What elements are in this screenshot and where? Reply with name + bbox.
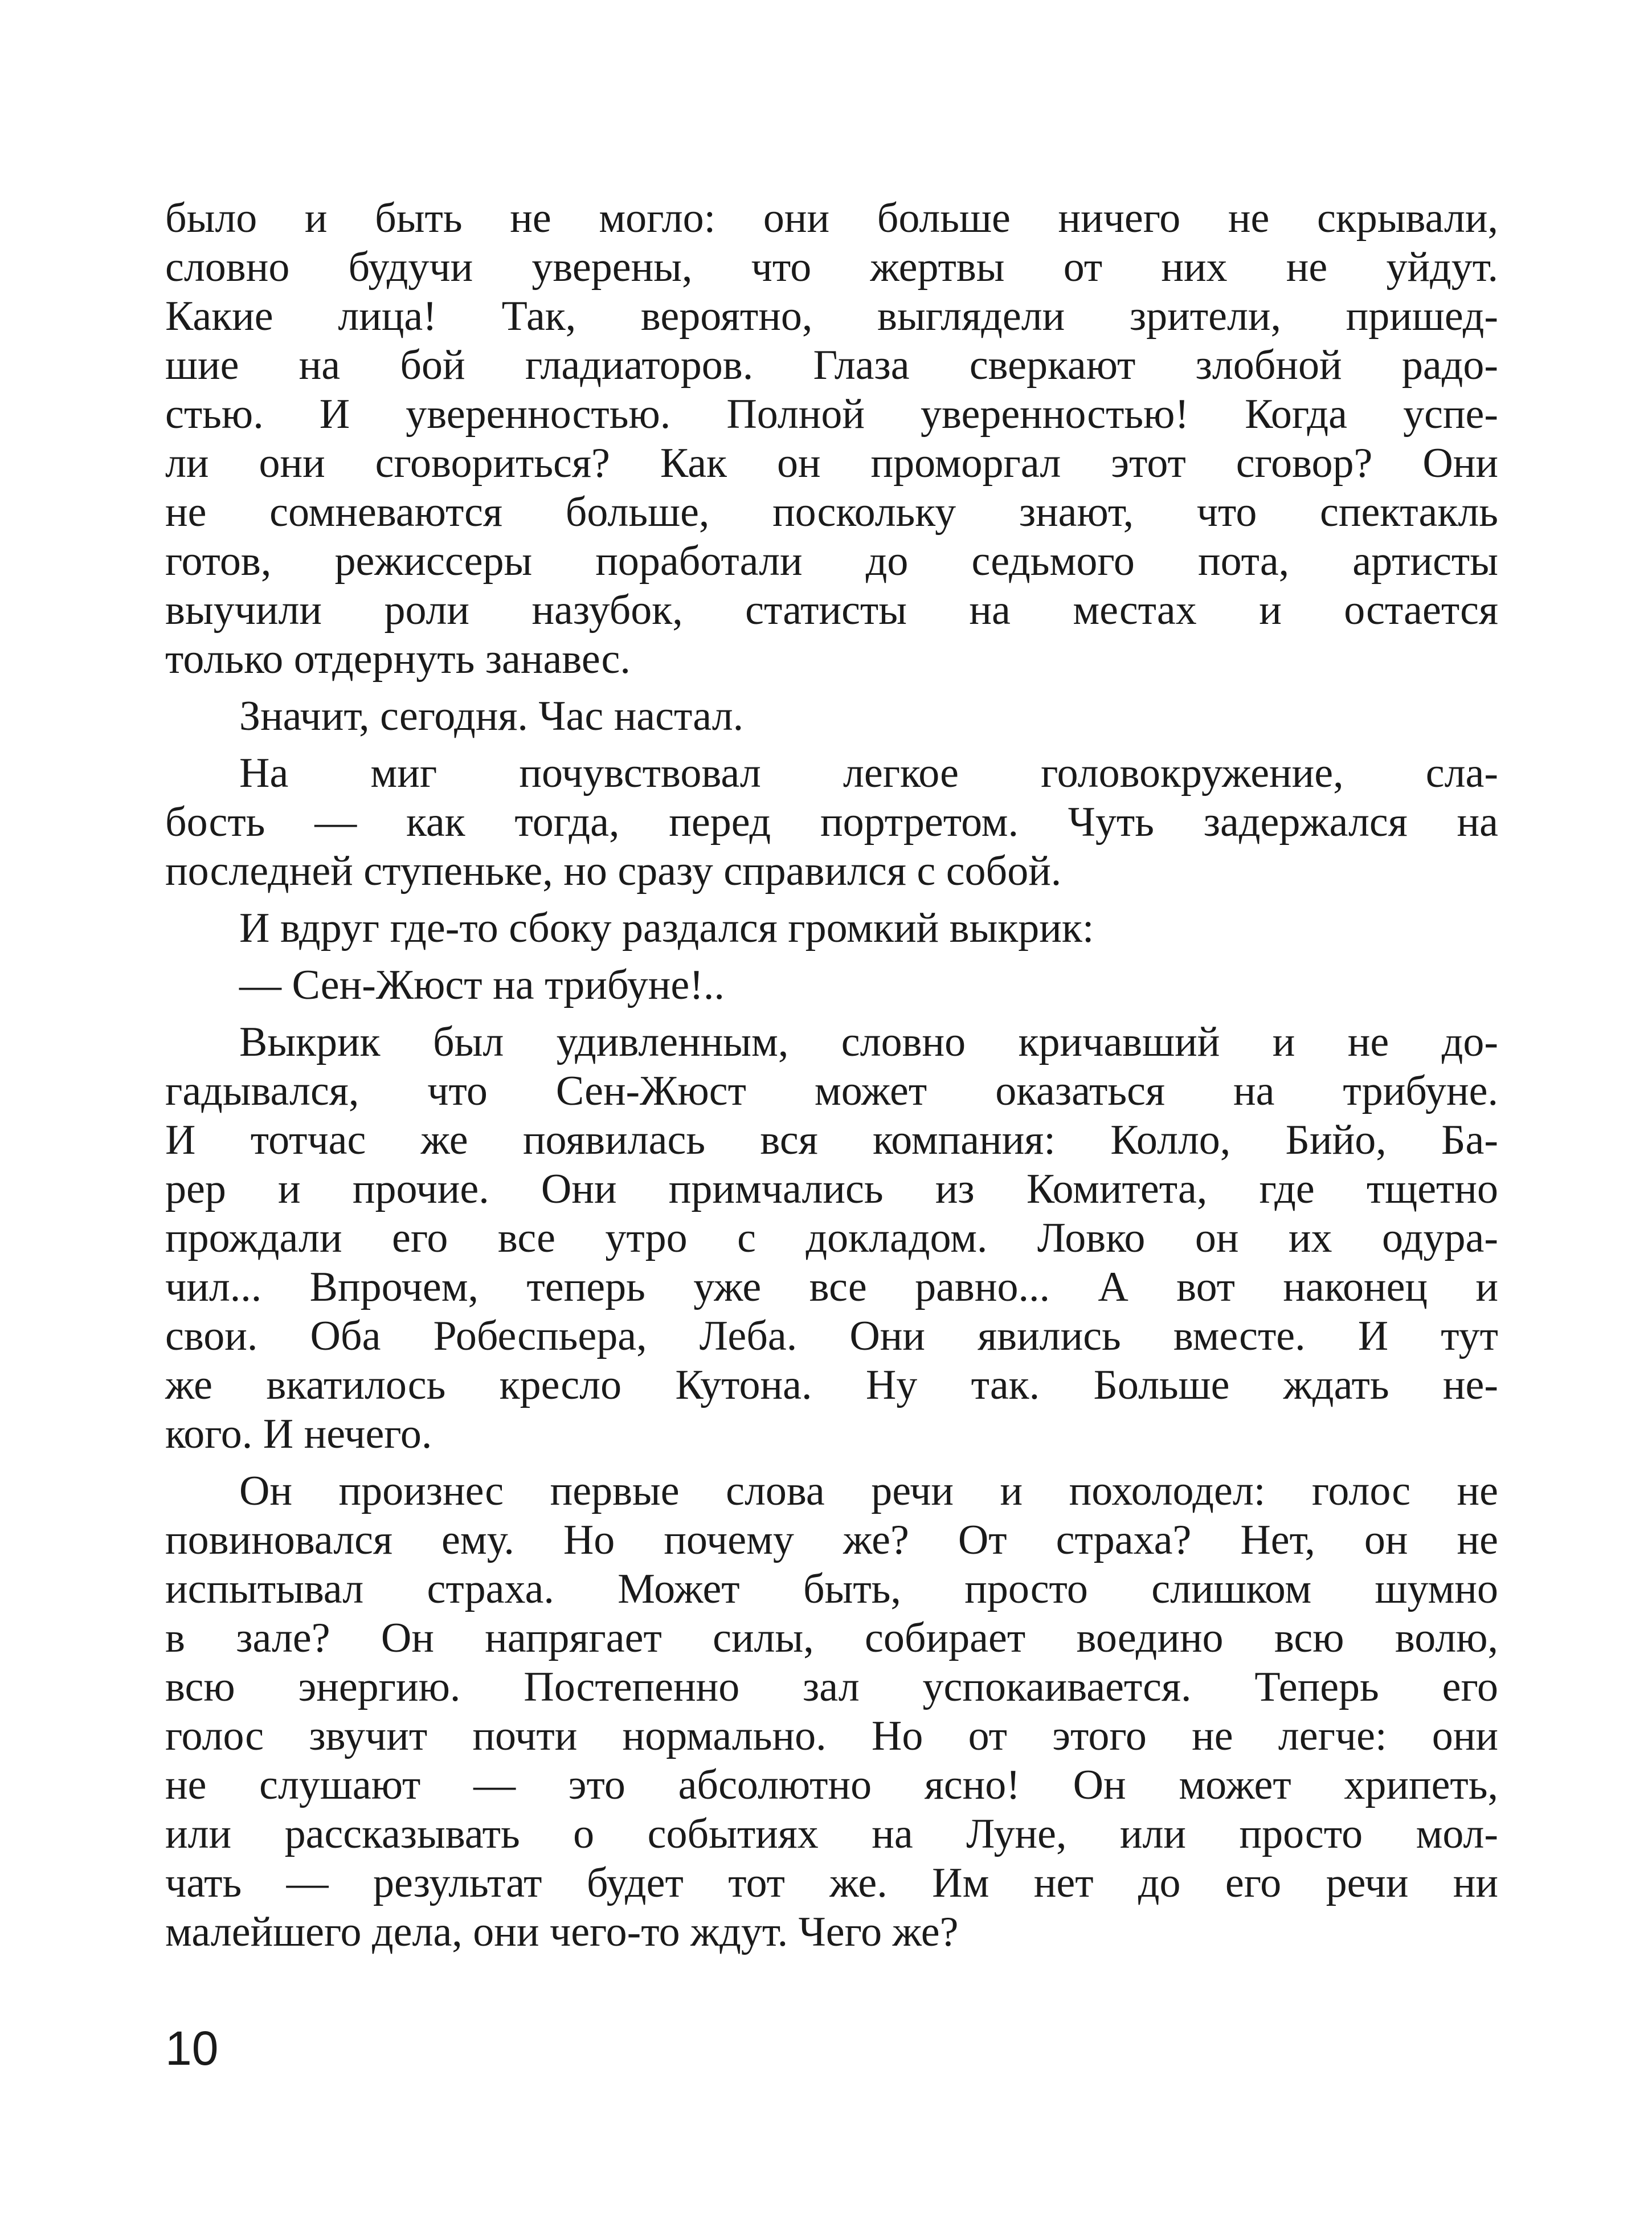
text-line: готов, режиссеры поработали до седьмого пота, артисты <box>165 538 1498 585</box>
paragraph <box>165 749 1498 896</box>
text-line: чил... Впрочем, теперь уже все равно... А вот наконец и <box>165 1264 1498 1310</box>
text-line: стью. И уверенностью. Полной уверенностью! Когда успе- <box>165 391 1498 438</box>
text-line: На миг почувствовал легкое головокружение, сла- <box>239 750 1498 797</box>
text-line: И тотчас же появилась вся компания: Колло, Бийо, Ба- <box>165 1117 1498 1163</box>
text-line: Какие лица! Так, вероятно, выглядели зрители, пришед- <box>165 293 1498 340</box>
text-line: бость — как тогда, перед портретом. Чуть задержался на <box>165 799 1498 845</box>
page-number: 10 <box>165 2021 219 2075</box>
text-line: Выкрик был удивленным, словно кричавший и не до- <box>239 1019 1498 1065</box>
text-line: гадывался, что Сен-Жюст может оказаться на трибуне. <box>165 1068 1498 1114</box>
text-line: только отдернуть занавес. <box>165 636 631 683</box>
text-line: же вкатилось кресло Кутона. Ну так. Больше ждать не- <box>165 1362 1498 1408</box>
paragraph <box>165 692 1498 741</box>
paragraph <box>165 904 1498 953</box>
text-line: всю энергию. Постепенно зал успокаивается. Теперь его <box>165 1664 1498 1710</box>
text-line: испытывал страха. Может быть, просто слишком шумно <box>165 1566 1498 1612</box>
text-line: чать — результат будет тот же. Им нет до его речи ни <box>165 1860 1498 1906</box>
text-line: кого. И нечего. <box>165 1411 432 1457</box>
text-line: не сомневаются больше, поскольку знают, что спектакль <box>165 489 1498 536</box>
paragraph <box>165 194 1498 684</box>
book-page-body <box>165 194 1498 2131</box>
text-line: ли они сговориться? Как он проморгал этот сговор? Они <box>165 440 1498 487</box>
paragraph <box>165 961 1498 1010</box>
text-line: выучили роли назубок, статисты на местах и остается <box>165 587 1498 634</box>
text-line: словно будучи уверены, что жертвы от них не уйдут. <box>165 244 1498 291</box>
text-line: И вдруг где-то сбоку раздался громкий выкрик: <box>239 905 1094 951</box>
text-line: не слушают — это абсолютно ясно! Он может хрипеть, <box>165 1762 1498 1808</box>
text-line: или рассказывать о событиях на Луне, или просто мол- <box>165 1811 1498 1857</box>
text-line: голос звучит почти нормально. Но от этого не легче: они <box>165 1713 1498 1759</box>
text-line: прождали его все утро с докладом. Ловко он их одура- <box>165 1215 1498 1261</box>
text-line: повиновался ему. Но почему же? От страха? Нет, он не <box>165 1517 1498 1563</box>
paragraph <box>165 1467 1498 1956</box>
text-line: — Сен-Жюст на трибуне!.. <box>239 962 725 1008</box>
text-line: малейшего дела, они чего-то ждут. Чего же? <box>165 1909 959 1955</box>
text-line: Он произнес первые слова речи и похолодел: голос не <box>239 1468 1498 1514</box>
text-line: было и быть не могло: они больше ничего не скрывали, <box>165 195 1498 242</box>
paragraph <box>165 1018 1498 1459</box>
text-line: свои. Оба Робеспьера, Леба. Они явились вместе. И тут <box>165 1313 1498 1359</box>
text-line: Значит, сегодня. Час настал. <box>239 693 744 740</box>
text-line: рер и прочие. Они примчались из Комитета, где тщетно <box>165 1166 1498 1212</box>
text-line: в зале? Он напрягает силы, собирает воедино всю волю, <box>165 1615 1498 1661</box>
text-line: шие на бой гладиаторов. Глаза сверкают злобной радо- <box>165 342 1498 389</box>
text-line: последней ступеньке, но сразу справился с собой. <box>165 848 1062 894</box>
